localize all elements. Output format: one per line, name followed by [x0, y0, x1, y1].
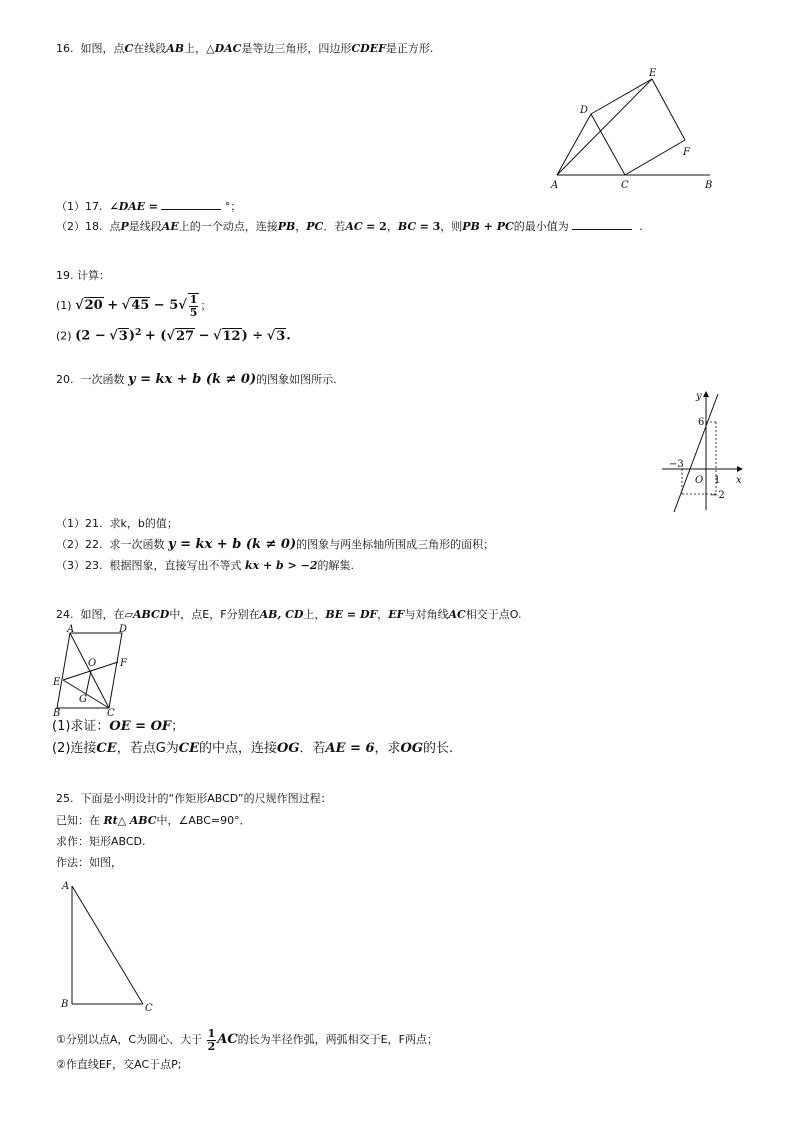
q23-text: （3）23. 根据图象，直接写出不等式 kx + b > −2的解集.: [56, 559, 354, 572]
q24-label-g: G: [79, 694, 87, 705]
q16-figure: [545, 62, 725, 194]
q20-text: 20. 一次函数 y = kx + b (k ≠ 0)的图象如图所示.: [56, 372, 337, 387]
q16-label-d: D: [580, 105, 589, 116]
q19-title: 19. 计算：: [56, 269, 110, 282]
q24-label-c: C: [107, 708, 115, 719]
q19-part1: (1) √20 + √45 − 5√ $\frac{1}{5}$ ；: [56, 293, 212, 319]
q20-axis-x: x: [736, 475, 742, 486]
q20-tick-1: 1: [714, 475, 721, 486]
q16-number: 16.: [56, 42, 74, 55]
q24-label-b: B: [53, 708, 61, 719]
q24-label-d: D: [119, 624, 128, 635]
q20-origin: O: [695, 475, 704, 486]
q24-figure: [52, 624, 138, 719]
q16-label-c: C: [621, 180, 629, 191]
q19-part2: (2) $(2 - √3)^2 + (√27 - √12) \div √3$.: [56, 327, 291, 344]
q24-label-e: E: [53, 677, 61, 688]
q20-tick-6: 6: [698, 417, 705, 428]
q22-text: （2）22. 求一次函数 y = kx + b (k ≠ 0)的图象与两坐标轴所围成三角形的面积；: [56, 537, 495, 552]
q25-method: 作法：如图，: [56, 856, 122, 869]
q16-label-b: B: [705, 180, 713, 191]
q20-axis-y: y: [696, 391, 702, 402]
q20-graph: [660, 388, 750, 514]
q25-find: 求作：矩形ABCD.: [56, 835, 146, 848]
q25-label-c: C: [145, 1003, 153, 1014]
q25-figure: [58, 878, 158, 1016]
q24-part2: (2)连接CE，若点G为CE的中点，连接OG．若AE = 6，求OG的长.: [52, 741, 454, 756]
q25-label-a: A: [62, 881, 70, 892]
q17-answer-blank[interactable]: [161, 199, 221, 210]
q25-step1: ①分别以点A，C为圆心、大于 $\frac{1}{2}$ AC的长为半径作弧，两弧相交于E，F两点；: [56, 1026, 438, 1053]
q24-text: 24. 如图，在▱ABCD中，点E，F分别在AB, CD上，BE = DF，EF与对角线AC相交于点O.: [56, 608, 522, 621]
q20-tick-neg3: −3: [669, 459, 684, 470]
q24-label-a: A: [67, 624, 75, 635]
q25-label-b: B: [61, 999, 69, 1010]
q25-title: 25. 下面是小明设计的“作矩形ABCD”的尺规作图过程：: [56, 792, 332, 805]
q18-text: （2）18. 点P是线段AE上的一个动点，连接PB，PC．若AC = 2，BC = 3，则PB + PC的最小值为 .: [56, 220, 643, 233]
q24-part1: (1)求证：OE = OF；: [52, 719, 185, 734]
q21-text: （1）21. 求k，b的值；: [56, 517, 178, 530]
q16-label-e: E: [649, 68, 657, 79]
q17-text: （1）17. ∠DAE = °；: [56, 200, 242, 213]
q16-label-f: F: [683, 147, 690, 158]
q25-given: 已知：在 Rt△ ABC中，∠ABC=90°．: [56, 814, 251, 827]
q24-label-f: F: [120, 658, 127, 669]
q18-answer-blank[interactable]: [572, 219, 632, 230]
q16-text: 16. 如图，点C在线段AB上，△DAC是等边三角形，四边形CDEF是正方形.: [56, 42, 434, 55]
q24-label-o: O: [88, 658, 97, 669]
q25-step2: ②作直线EF，交AC于点P;: [56, 1058, 182, 1071]
q16-label-a: A: [551, 180, 559, 191]
q20-tick-neg2: −2: [710, 490, 725, 501]
